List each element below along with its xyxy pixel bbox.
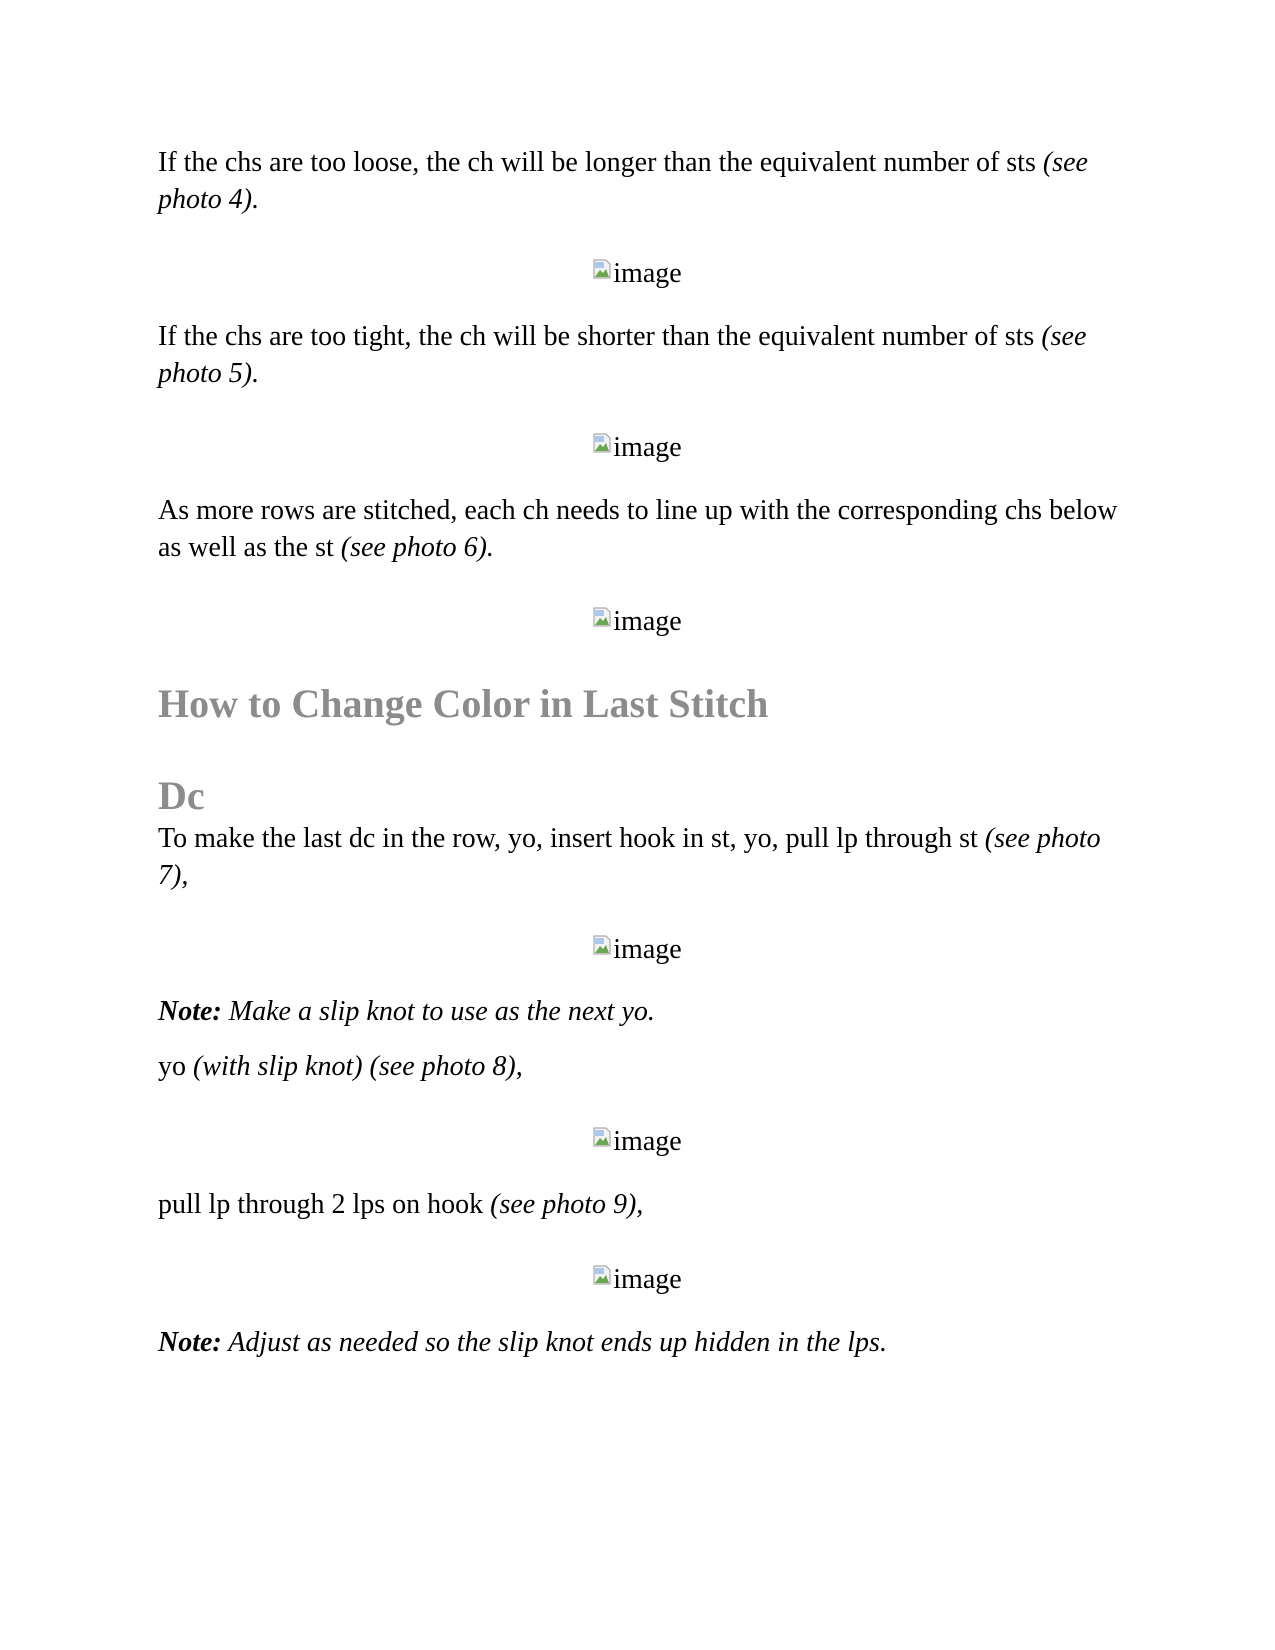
note-text: Make a slip knot to use as the next yo. [221, 996, 655, 1027]
paragraph-text: pull lp through 2 lps on hook [158, 1189, 491, 1220]
paragraph-text: To make the last dc in the row, yo, insert hook in st, yo, pull lp through st [158, 823, 985, 854]
broken-image-icon [593, 607, 611, 627]
image-alt-text: image [613, 432, 682, 463]
note-slip-knot [158, 993, 1118, 1030]
paragraph-text: If the chs are too tight, the ch will be shorter than the equivalent number of sts [158, 321, 1042, 352]
paragraph-too-loose [158, 144, 1118, 218]
image-placeholder [0, 1258, 1275, 1297]
image-alt-text: image [613, 606, 682, 637]
paragraph-line-up [158, 492, 1118, 566]
image-alt-text: image [613, 1126, 682, 1157]
image-alt-text: image [613, 934, 682, 965]
image-placeholder [0, 252, 1275, 291]
photo-reference: (see photo 7), [158, 823, 1101, 891]
broken-image-icon [593, 1265, 611, 1285]
paragraph-yo-slip-knot [158, 1048, 1118, 1085]
image-alt-text: image [613, 258, 682, 289]
image-placeholder [0, 928, 1275, 967]
paragraph-pull-lp [158, 1186, 1118, 1223]
paragraph-text: If the chs are too loose, the ch will be longer than the equivalent number of sts [158, 147, 1043, 178]
image-placeholder [0, 600, 1275, 639]
paragraph-last-dc [158, 820, 1118, 894]
paragraph-too-tight [158, 318, 1118, 392]
broken-image-icon [593, 259, 611, 279]
photo-reference: (see photo 9), [490, 1189, 644, 1220]
photo-reference: (see photo 4). [158, 147, 1088, 215]
paragraph-text: As more rows are stitched, each ch needs to line up with the corresponding chs below as well as the st [158, 495, 1118, 563]
note-label: Note: [158, 996, 222, 1027]
photo-reference: (see photo 6). [340, 532, 494, 563]
note-text: Adjust as needed so the slip knot ends up hidden in the lps. [221, 1327, 887, 1358]
paragraph-text: yo [158, 1051, 193, 1082]
broken-image-icon [593, 433, 611, 453]
photo-reference: (see photo 5). [158, 321, 1087, 389]
broken-image-icon [593, 935, 611, 955]
subsection-heading: Dc [158, 773, 205, 818]
image-alt-text: image [613, 1264, 682, 1295]
section-heading: How to Change Color in Last Stitch [158, 681, 769, 726]
note-adjust [158, 1324, 1118, 1361]
note-label: Note: [158, 1327, 222, 1358]
broken-image-icon [593, 1127, 611, 1147]
photo-reference: (with slip knot) (see photo 8), [193, 1051, 523, 1082]
image-placeholder [0, 426, 1275, 465]
image-placeholder [0, 1120, 1275, 1159]
